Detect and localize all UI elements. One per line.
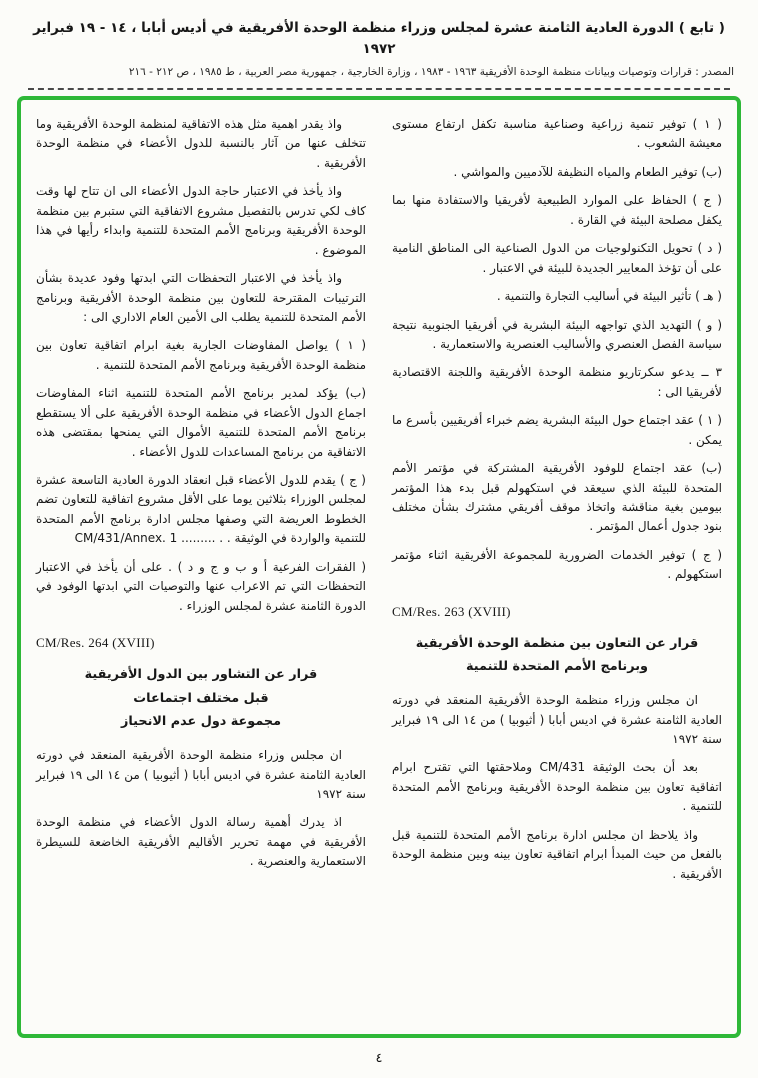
page-header [0,0,758,90]
text-columns [36,115,722,1024]
resolution-263-title [392,632,722,679]
list-item: ( ج ) يقدم للدول الأعضاء قبل انعقاد الدورة العادية التاسعة عشرة لمجلس الوزراء بثلاثين يوما على الأقل مشروع اتفاقية للتعاون تضم الخطوط العريضة التي وصفها مجلس ادارة برنامج الأمم المتحدة للتنمية والواردة في الوثيقة . . ......... CM/431/Annex. 1 [36,473,366,546]
resolution-title-line: وبرنامج الأمم المتحدة للتنمية [466,659,648,675]
list-item: ( د ) تحويل التكنولوجيات من الدول الصناعية الى المناطق النامية على أن تؤخذ المعايير الجديدة للبيئة في الاعتبار . [392,241,722,275]
paragraph: بعد أن بحث الوثيقة CM/431 وملاحقتها التي تقترح ابرام اتفاقية تعاون بين منظمة الوحدة الأفريقية وبرنامج الأمم المتحدة للتنمية . [392,760,722,814]
column-left [36,115,366,1024]
resolution-title-line: قرار عن التشاور بين الدول الأفريقية [84,667,318,683]
list-item: ( ١ ) يواصل المفاوضات الجارية بغية ابرام اتفاقية تعاون بين منظمة الوحدة الأفريقية وبرنامج الأمم المتحدة للتنمية . [36,338,366,372]
paragraph: واذ يقدر اهمية مثل هذه الاتفاقية لمنظمة الوحدة الأفريقية وما تتخلف عنها من آثار بالنسبة للدول الأعضاء في منظمة الوحدة الأفريقية . [36,117,366,170]
resolution-264-title [36,663,366,734]
list-item: (ب) يؤكد لمدير برنامج الأمم المتحدة للتنمية اثناء المفاوضات اجماع الدول الأعضاء في منظمة الوحدة الأفريقية على ألا يستقطع برنامج الأمم المتحدة للتنمية الأموال التي يمنحها بمقتضى هذه الاتفاقية من برنامج المساعدات للدول الأعضاء . [36,386,366,459]
page-number: ٤ [375,1051,383,1066]
paragraph: واذ يأخذ في الاعتبار حاجة الدول الأعضاء الى ان تتاح لها وقت كاف لكي تدرس بالتفصيل مشروع الاتفاقية التي ستبرم بين منظمة الوحدة الأفريقية وبرنامج الأمم المتحدة للتنمية وابداء رأيها في هذا الموضوع . [36,184,366,257]
content-frame [17,96,741,1038]
resolution-ref-263: CM/Res. 263 (XVIII) [392,603,511,619]
resolution-title-line: مجموعة دول عدم الانحياز [120,714,282,730]
paragraph: ان مجلس وزراء منظمة الوحدة الأفريقية المنعقد في دورته العادية الثامنة عشرة في اديس أبابا ( أثيوبيا ) من ١٤ الى ١٩ فبراير سنة ١٩٧٢ [36,748,366,801]
column-right [392,115,722,1024]
resolution-title-line: قبل مختلف اجتماعات [133,690,269,706]
paragraph: واذ يأخذ في الاعتبار التحفظات التي ابدتها وفود عديدة بشأن الترتيبات المقترحة للتعاون بين منظمة الوحدة الأفريقية وبرنامج الأمم المتحدة للتنمية يطلب الى الأمين العام الاداري الى : [36,271,366,324]
resolution-ref-264: CM/Res. 264 (XVIII) [36,635,155,651]
resolution-title-line: قرار عن التعاون بين منظمة الوحدة الأفريقية [415,635,699,651]
list-item: ( الفقرات الفرعية أ و ب و ج و د ) . على أن يأخذ في الاعتبار التحفظات التي تم الاعراب عنها والتوصيات التي ابدتها الوفود في الدورة الثامنة عشرة لمجلس الوزراء . [36,559,366,613]
list-item: ( و ) التهديد الذي تواجهه البيئة البشرية في أفريقيا الجنوبية نتيجة سياسة الفصل العنصري والأساليب العنصرية والاستعمارية . [392,317,722,351]
list-item: ( ج ) الحفاظ على الموارد الطبيعية لأفريقيا والاستفادة منها بما يكفل مصلحة البيئة في القارة . [392,193,722,227]
paragraph: ان مجلس وزراء منظمة الوحدة الأفريقية المنعقد في دورته العادية الثامنة عشرة في اديس أبابا ( أثيوبيا ) من ١٤ الى ١٩ فبراير سنة ١٩٧٢ [392,693,722,747]
header-source-line: المصدر : قرارات وتوصيات وبيانات منظمة الوحدة الأفريقية ١٩٦٣ - ١٩٨٣ ، وزارة الخارجية ، جمهورية مصر العربية ، ط ١٩٨٥ ، ص ٢١٢ - ٢١٦ [128,65,734,78]
list-item: ( ١ ) عقد اجتماع حول البيئة البشرية يضم خبراء أفريقيين بأسرع ما يمكن . [392,413,722,447]
header-divider [28,88,730,90]
header-title: ( تابع ) الدورة العادية الثامنة عشرة لمجلس وزراء منظمة الوحدة الأفريقية في أديس أبابا ، ١٤ - ١٩ فبراير ١٩٧٢ [33,20,725,57]
list-item: (ب) عقد اجتماع للوفود الأفريقية المشتركة في مؤتمر الأمم المتحدة للبيئة الذي سيعقد في استكهولم قبل بدء هذا المؤتمر بيومين بغية مناقشة واتخاذ موقف أفريقي مشترك بشأن مختلف بنود جدول أعمال المؤتمر . [392,461,722,534]
list-item: ( ١ ) توفير تنمية زراعية وصناعية مناسبة تكفل ارتفاع مستوى معيشة الشعوب . [392,117,722,151]
paragraph: واذ يلاحظ ان مجلس ادارة برنامج الأمم المتحدة للتنمية قبل بالفعل من حيث المبدأ ابرام اتفاقية تعاون بينه وبين منظمة الوحدة الأفريقية . [392,827,722,881]
paragraph: اذ يدرك أهمية رسالة الدول الأعضاء في منظمة الوحدة الأفريقية في مهمة تحرير الأقاليم الأفريقية الخاضعة للسيطرة الاستعمارية والعنصرية . [36,815,366,869]
numbered-clause: ٣ ــ يدعو سكرتاريو منظمة الوحدة الأفريقية واللجنة الاقتصادية لأفريقيا الى : [392,365,722,399]
list-item: ( هـ ) تأثير البيئة في أساليب التجارة والتنمية . [496,289,722,304]
list-item: ( ج ) توفير الخدمات الضرورية للمجموعة الأفريقية اثناء مؤتمر استكهولم . [392,547,722,582]
list-item: (ب) توفير الطعام والمياه النظيفة للآدميين والمواشي . [453,164,722,179]
